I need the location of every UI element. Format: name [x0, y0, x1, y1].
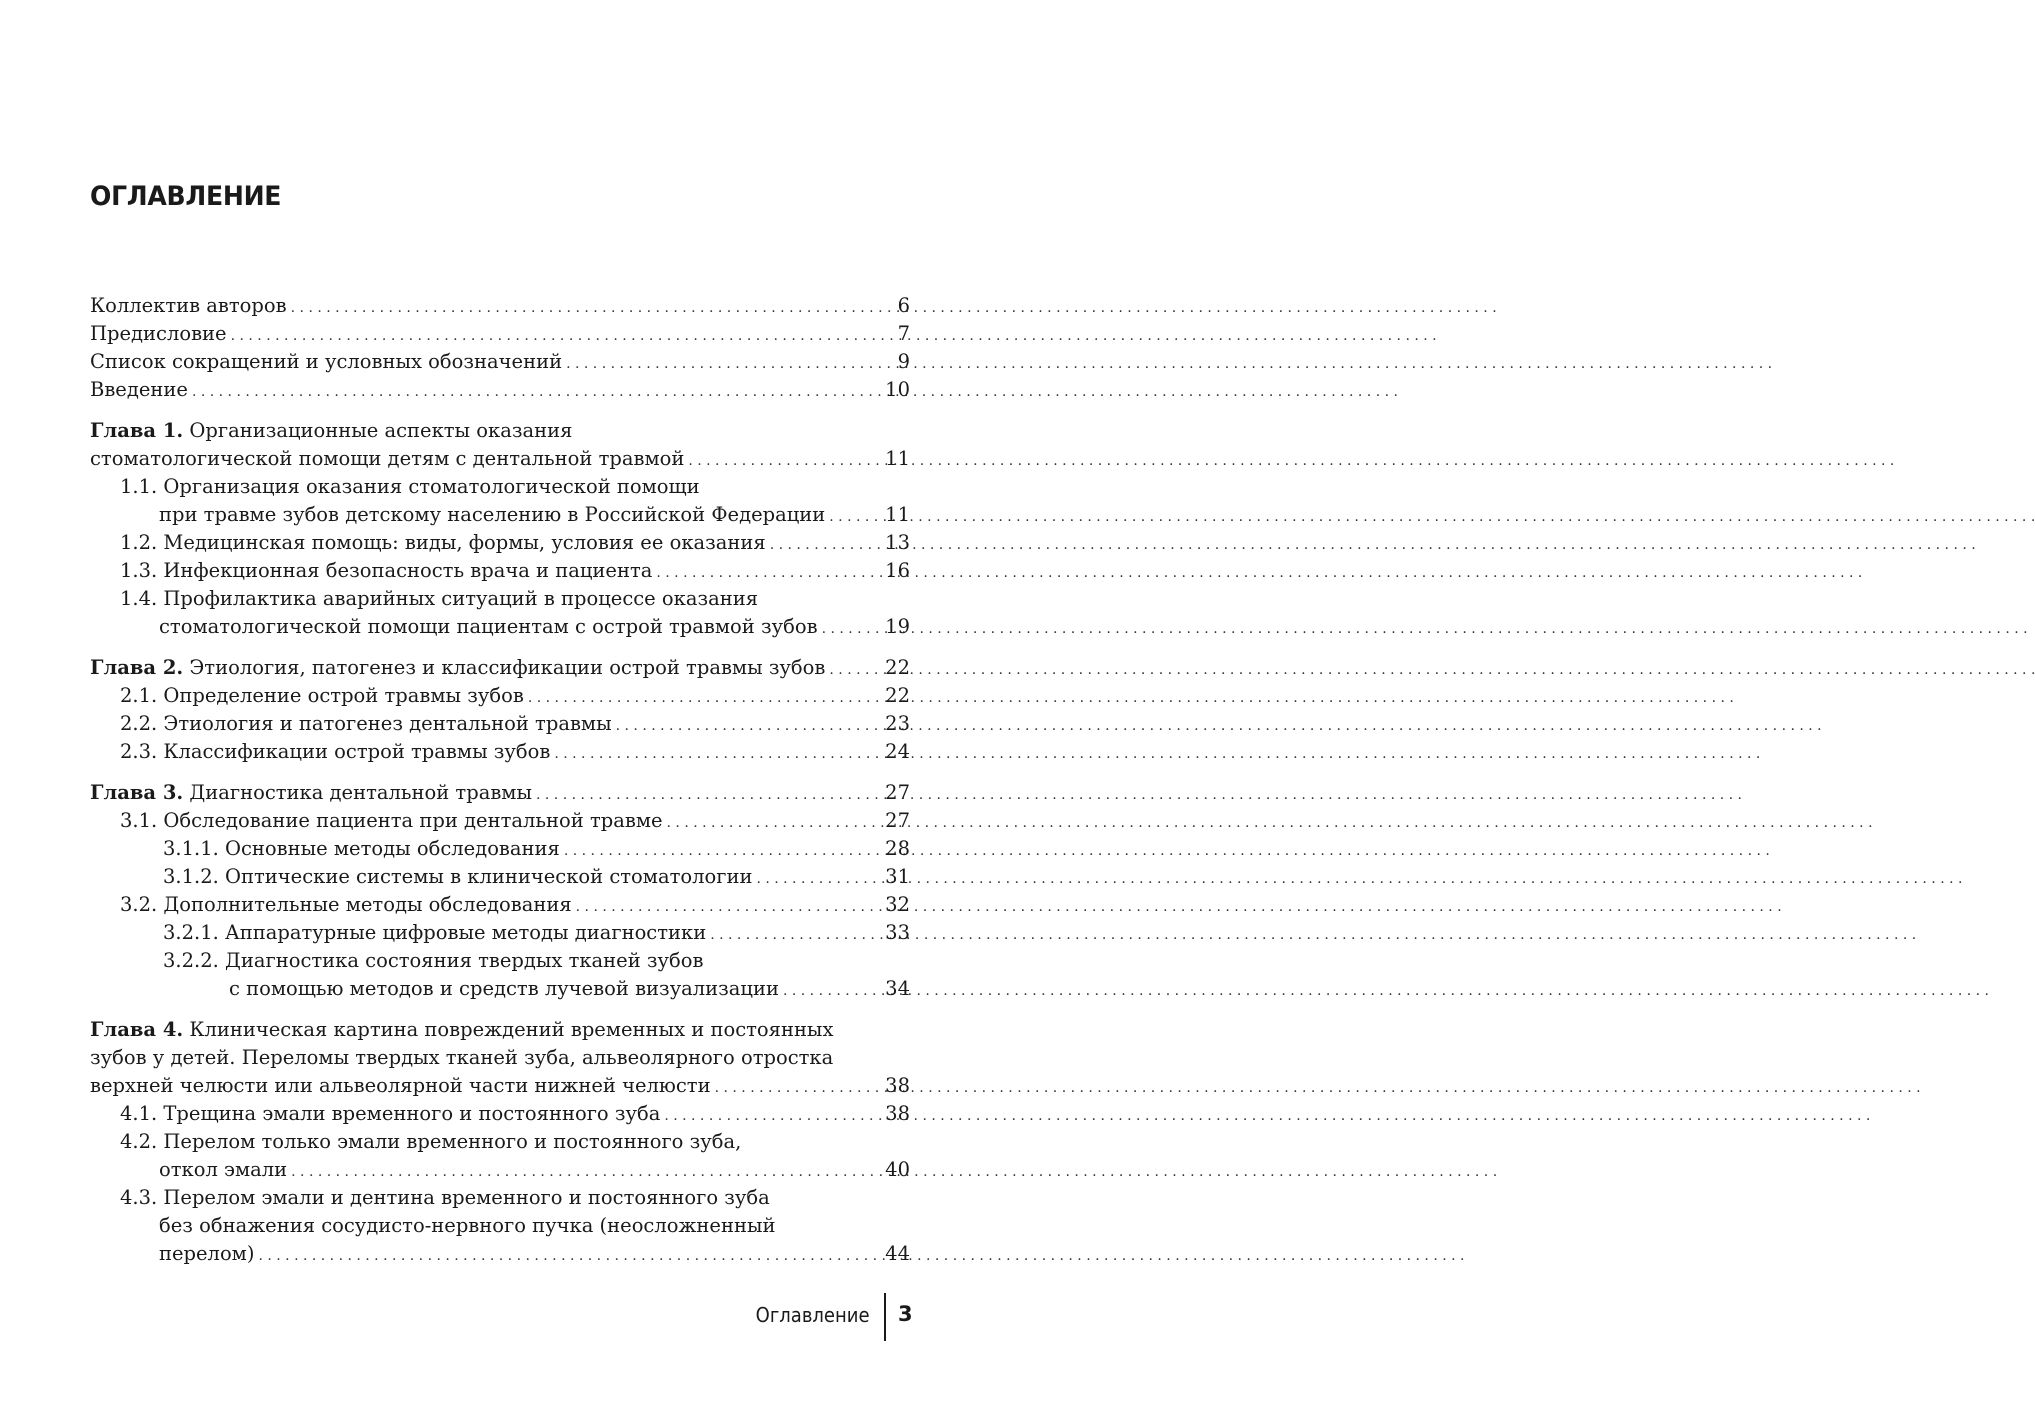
toc-chapter-2-heading[interactable]	[90, 654, 910, 682]
toc-entry-text: Предисловие	[90, 322, 227, 345]
toc-entry-introduction[interactable]	[90, 376, 910, 404]
toc-entry-4-3-cont-2[interactable]	[90, 1240, 910, 1268]
toc-entry-text: 1.1. Организация оказания стоматологической помощи	[120, 475, 700, 498]
toc-entry-1-1-cont[interactable]	[90, 501, 910, 529]
toc-page-number: 27	[885, 781, 910, 804]
toc-page-number: 22	[885, 684, 910, 707]
toc-chapter-4-heading-cont[interactable]	[90, 1044, 910, 1072]
page-number: 3	[898, 1302, 913, 1326]
toc-entry-text: 2.3. Классификации острой травмы зубов	[120, 740, 551, 763]
toc-entry-2-1[interactable]	[90, 682, 910, 710]
toc-entry-3-2-1[interactable]	[90, 919, 910, 947]
toc-entry-3-2-2[interactable]	[90, 947, 910, 975]
toc-page-number: 22	[885, 656, 910, 679]
dot-leader	[554, 738, 880, 768]
toc-chapter-3-heading[interactable]	[90, 779, 910, 807]
toc-page-number: 19	[885, 615, 910, 638]
dot-leader	[667, 807, 880, 837]
toc-entry-text: 4.3. Перелом эмали и дентина временного и постоянного зуба	[120, 1186, 770, 1209]
dot-leader	[770, 529, 880, 559]
toc-entry-3-2-2-cont[interactable]	[90, 975, 910, 1003]
toc-page-number: 38	[885, 1074, 910, 1097]
toc-entry-text: перелом)	[159, 1242, 255, 1265]
toc-chapter-1-heading[interactable]	[90, 417, 910, 445]
page-title: ОГЛАВЛЕНИЕ	[90, 181, 282, 212]
toc-entry-text: 3.1.2. Оптические системы в клинической стоматологии	[163, 865, 753, 888]
toc-entry-4-3-cont[interactable]	[90, 1212, 910, 1240]
toc-entry-text: 2.2. Этиология и патогенез дентальной травмы	[120, 712, 612, 735]
toc-entry-text: при травме зубов детскому населению в Российской Федерации	[159, 503, 826, 526]
dot-leader	[528, 682, 880, 712]
chapter-title-cont: стоматологической помощи детям с дентальной травмой	[90, 447, 685, 470]
chapter-label: Глава 3.	[90, 781, 184, 804]
toc-entry-text: 3.2. Дополнительные методы обследования	[120, 893, 572, 916]
chapter-title: Этиология, патогенез и классификации острой травмы зубов	[189, 656, 826, 679]
dot-leader	[822, 613, 880, 643]
chapter-title-cont: зубов у детей. Переломы твердых тканей зуба, альвеолярного отростка	[90, 1046, 834, 1069]
dot-leader	[192, 376, 880, 406]
dot-leader	[715, 1072, 880, 1102]
toc-entry-1-4[interactable]	[90, 585, 910, 613]
spacer	[90, 641, 910, 654]
toc-entry-2-2[interactable]	[90, 710, 910, 738]
toc-entry-4-2[interactable]	[90, 1128, 910, 1156]
running-footer-label: Оглавление	[756, 1303, 870, 1327]
toc-page-number: 40	[885, 1158, 910, 1181]
toc-page-number: 23	[885, 712, 910, 735]
dot-leader	[291, 1156, 880, 1186]
toc-entry-text: 3.1. Обследование пациента при дентальной травме	[120, 809, 663, 832]
chapter-title-cont: верхней челюсти или альвеолярной части нижней челюсти	[90, 1074, 711, 1097]
toc-page-number: 11	[885, 503, 910, 526]
toc-entry-text: 3.2.2. Диагностика состояния твердых тканей зубов	[163, 949, 704, 972]
dot-leader	[664, 1100, 880, 1130]
toc-chapter-1-heading-cont[interactable]	[90, 445, 910, 473]
toc-page-number: 9	[897, 350, 910, 373]
toc-page-number: 27	[885, 809, 910, 832]
chapter-label: Глава 2.	[90, 656, 184, 679]
toc-entry-text: Коллектив авторов	[90, 294, 287, 317]
dot-leader	[566, 348, 880, 378]
toc-page-number: 44	[885, 1242, 910, 1265]
dot-leader	[688, 445, 880, 475]
chapter-label: Глава 4.	[90, 1018, 184, 1041]
toc-entry-3-1-2[interactable]	[90, 863, 910, 891]
toc-entry-4-3[interactable]	[90, 1184, 910, 1212]
toc-entry-text: откол эмали	[159, 1158, 288, 1181]
dot-leader	[564, 835, 880, 865]
dot-leader	[291, 292, 880, 322]
dot-leader	[829, 654, 880, 684]
toc-entry-text: 3.2.1. Аппаратурные цифровые методы диагностики	[163, 921, 707, 944]
toc-entry-text: 1.4. Профилактика аварийных ситуаций в процессе оказания	[120, 587, 759, 610]
chapter-title: Клиническая картина повреждений временных и постоянных	[189, 1018, 834, 1041]
toc-page-number: 6	[897, 294, 910, 317]
toc-entry-4-1[interactable]	[90, 1100, 910, 1128]
dot-leader	[656, 557, 880, 587]
toc-entry-preface[interactable]	[90, 320, 910, 348]
dot-leader	[576, 891, 880, 921]
toc-entry-3-1-1[interactable]	[90, 835, 910, 863]
footer-divider	[884, 1293, 886, 1341]
dot-leader	[616, 710, 880, 740]
dot-leader	[258, 1240, 880, 1270]
toc-page-number: 24	[885, 740, 910, 763]
toc-entry-text: 4.2. Перелом только эмали временного и постоянного зуба,	[120, 1130, 742, 1153]
toc-entry-3-1[interactable]	[90, 807, 910, 835]
dot-leader	[231, 320, 880, 350]
toc-page-number: 34	[885, 977, 910, 1000]
toc-entry-3-2[interactable]	[90, 891, 910, 919]
toc-entry-text: 3.1.1. Основные методы обследования	[163, 837, 560, 860]
toc-page-number: 32	[885, 893, 910, 916]
table-of-contents	[90, 292, 910, 1268]
chapter-label: Глава 1.	[90, 419, 184, 442]
toc-chapter-4-heading-cont-2[interactable]	[90, 1072, 910, 1100]
toc-entry-abbreviations[interactable]	[90, 348, 910, 376]
toc-page-number: 16	[885, 559, 910, 582]
toc-page-number: 28	[885, 837, 910, 860]
toc-page-number: 7	[897, 322, 910, 345]
chapter-title: Диагностика дентальной травмы	[189, 781, 532, 804]
toc-page-number: 10	[885, 378, 910, 401]
dot-leader	[536, 779, 880, 809]
toc-entry-1-2[interactable]	[90, 529, 910, 557]
toc-chapter-4-heading[interactable]	[90, 1016, 910, 1044]
toc-page-number: 31	[885, 865, 910, 888]
toc-entry-text: 2.1. Определение острой травмы зубов	[120, 684, 524, 707]
toc-entry-authors[interactable]	[90, 292, 910, 320]
dot-leader	[710, 919, 880, 949]
toc-page-number: 11	[885, 447, 910, 470]
toc-entry-text: Введение	[90, 378, 188, 401]
page-footer	[0, 1293, 1000, 1341]
toc-entry-1-3[interactable]	[90, 557, 910, 585]
toc-entry-text: 1.3. Инфекционная безопасность врача и пациента	[120, 559, 653, 582]
toc-page-number: 13	[885, 531, 910, 554]
toc-entry-text: с помощью методов и средств лучевой визуализации	[229, 977, 779, 1000]
toc-entry-4-2-cont[interactable]	[90, 1156, 910, 1184]
toc-entry-2-3[interactable]	[90, 738, 910, 766]
dot-leader	[783, 975, 880, 1005]
toc-entry-text: Список сокращений и условных обозначений	[90, 350, 563, 373]
dot-leader	[756, 863, 880, 893]
toc-entry-text: без обнажения сосудисто-нервного пучка (неосложненный	[159, 1214, 776, 1237]
dot-leader	[829, 501, 880, 531]
toc-entry-text: стоматологической помощи пациентам с острой травмой зубов	[159, 615, 818, 638]
toc-entry-1-4-cont[interactable]	[90, 613, 910, 641]
toc-entry-1-1[interactable]	[90, 473, 910, 501]
toc-entry-text: 4.1. Трещина эмали временного и постоянного зуба	[120, 1102, 661, 1125]
toc-page-number: 33	[885, 921, 910, 944]
chapter-title: Организационные аспекты оказания	[189, 419, 573, 442]
toc-page-number: 38	[885, 1102, 910, 1125]
toc-entry-text: 1.2. Медицинская помощь: виды, формы, условия ее оказания	[120, 531, 766, 554]
